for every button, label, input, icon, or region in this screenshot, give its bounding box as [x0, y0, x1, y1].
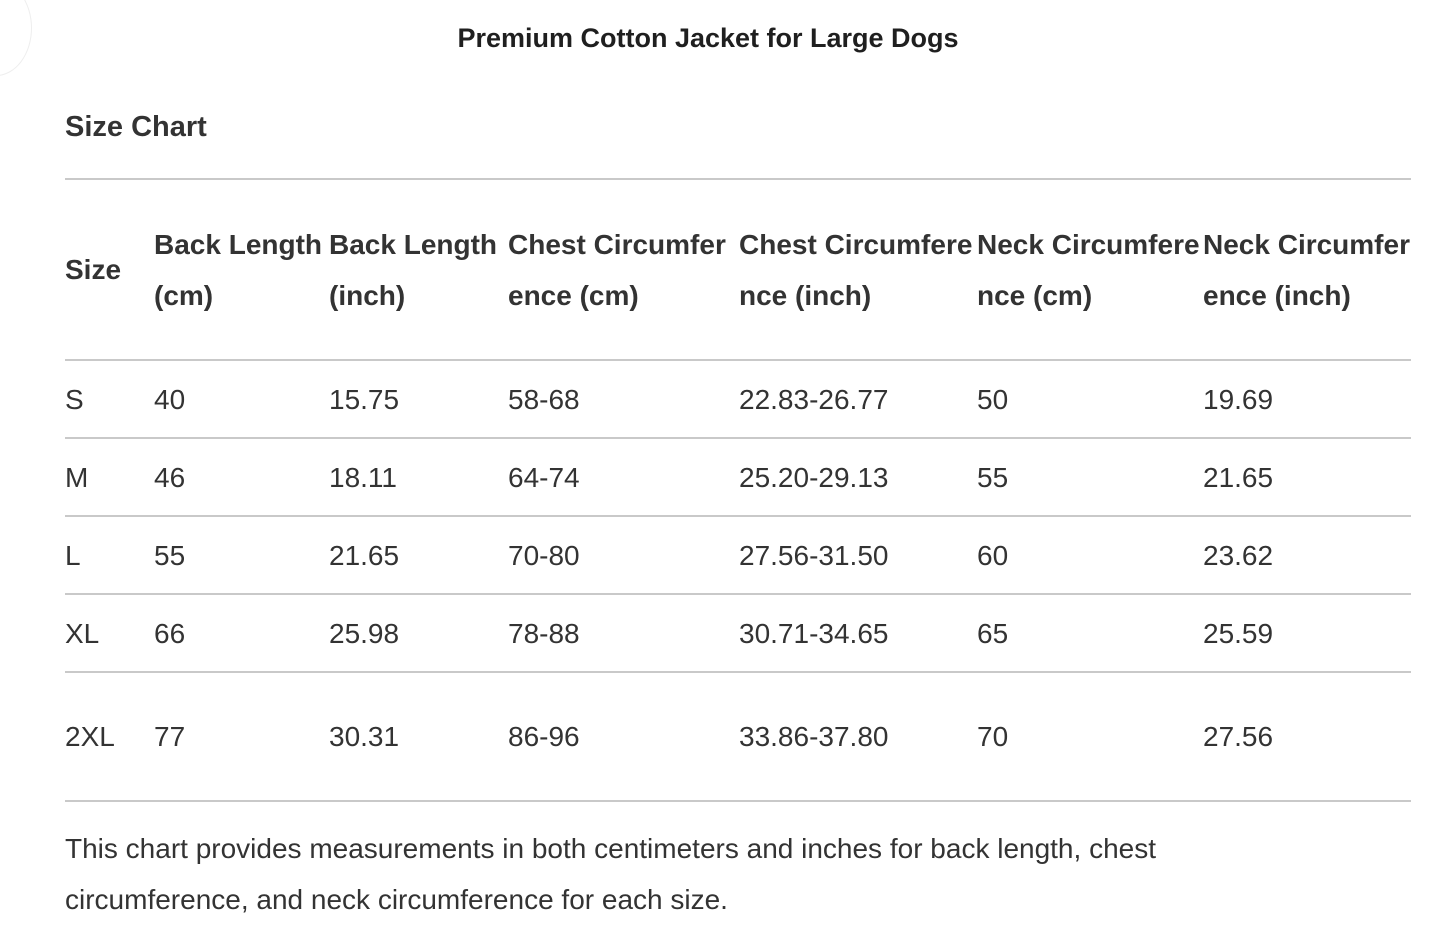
column-header-neck-circumference-cm: Neck Circumference (cm) [977, 228, 1200, 311]
cell-neck-circumference-cm: 65 [977, 617, 1009, 649]
column-header-size: Size [65, 254, 122, 285]
table-row [65, 516, 1411, 594]
cell-neck-circumference-cm: 70 [977, 721, 1009, 752]
page-title: Premium Cotton Jacket for Large Dogs [457, 23, 959, 53]
cell-size: XL [65, 617, 100, 649]
cell-chest-circumference-inch: 25.20-29.13 [739, 461, 889, 493]
size-chart-heading: Size Chart [65, 111, 207, 143]
cell-size: 2XL [65, 721, 115, 752]
table-row [65, 672, 1411, 801]
cell-back-length-inch: 15.75 [329, 383, 400, 415]
cell-chest-circumference-cm: 86-96 [508, 721, 580, 752]
cell-neck-circumference-cm: 50 [977, 383, 1009, 415]
column-header-chest-circumference-cm: Chest Circumference (cm) [508, 228, 726, 311]
cell-back-length-inch: 30.31 [329, 721, 400, 752]
cell-neck-circumference-cm: 60 [977, 539, 1009, 571]
chart-description: This chart provides measurements in both centimeters and inches for back length, chest circumference, and neck circumference for each size. [65, 833, 1156, 915]
cell-neck-circumference-inch: 23.62 [1203, 539, 1274, 571]
cell-neck-circumference-inch: 21.65 [1203, 461, 1274, 493]
cell-chest-circumference-inch: 30.71-34.65 [739, 617, 889, 649]
cell-chest-circumference-cm: 58-68 [508, 383, 580, 415]
cell-back-length-cm: 66 [154, 617, 186, 649]
column-header-back-length-inch: Back Length (inch) [329, 228, 498, 311]
cell-chest-circumference-inch: 22.83-26.77 [739, 383, 889, 415]
cell-back-length-inch: 25.98 [329, 617, 400, 649]
column-header-back-length-cm: Back Length (cm) [154, 228, 323, 311]
cell-neck-circumference-inch: 27.56 [1203, 721, 1274, 752]
cell-back-length-cm: 40 [154, 383, 186, 415]
cell-back-length-cm: 46 [154, 461, 186, 493]
cell-size: L [65, 539, 81, 571]
table-header-row [65, 179, 1411, 360]
cell-chest-circumference-inch: 33.86-37.80 [739, 721, 889, 752]
cell-size: S [65, 383, 84, 415]
cell-back-length-cm: 77 [154, 721, 186, 752]
cell-chest-circumference-inch: 27.56-31.50 [739, 539, 889, 571]
cell-neck-circumference-inch: 25.59 [1203, 617, 1274, 649]
cell-size: M [65, 461, 89, 493]
cell-neck-circumference-cm: 55 [977, 461, 1009, 493]
cell-chest-circumference-cm: 78-88 [508, 617, 580, 649]
cell-neck-circumference-inch: 19.69 [1203, 383, 1274, 415]
cell-chest-circumference-cm: 64-74 [508, 461, 580, 493]
column-header-chest-circumference-inch: Chest Circumference (inch) [739, 228, 973, 311]
table-row [65, 438, 1411, 516]
cell-back-length-inch: 21.65 [329, 539, 400, 571]
cell-back-length-inch: 18.11 [329, 461, 397, 493]
size-chart-table [65, 178, 1411, 802]
cell-back-length-cm: 55 [154, 539, 186, 571]
table-row [65, 360, 1411, 438]
column-header-neck-circumference-inch: Neck Circumference (inch) [1203, 228, 1410, 311]
table-row [65, 594, 1411, 672]
cell-chest-circumference-cm: 70-80 [508, 539, 580, 571]
